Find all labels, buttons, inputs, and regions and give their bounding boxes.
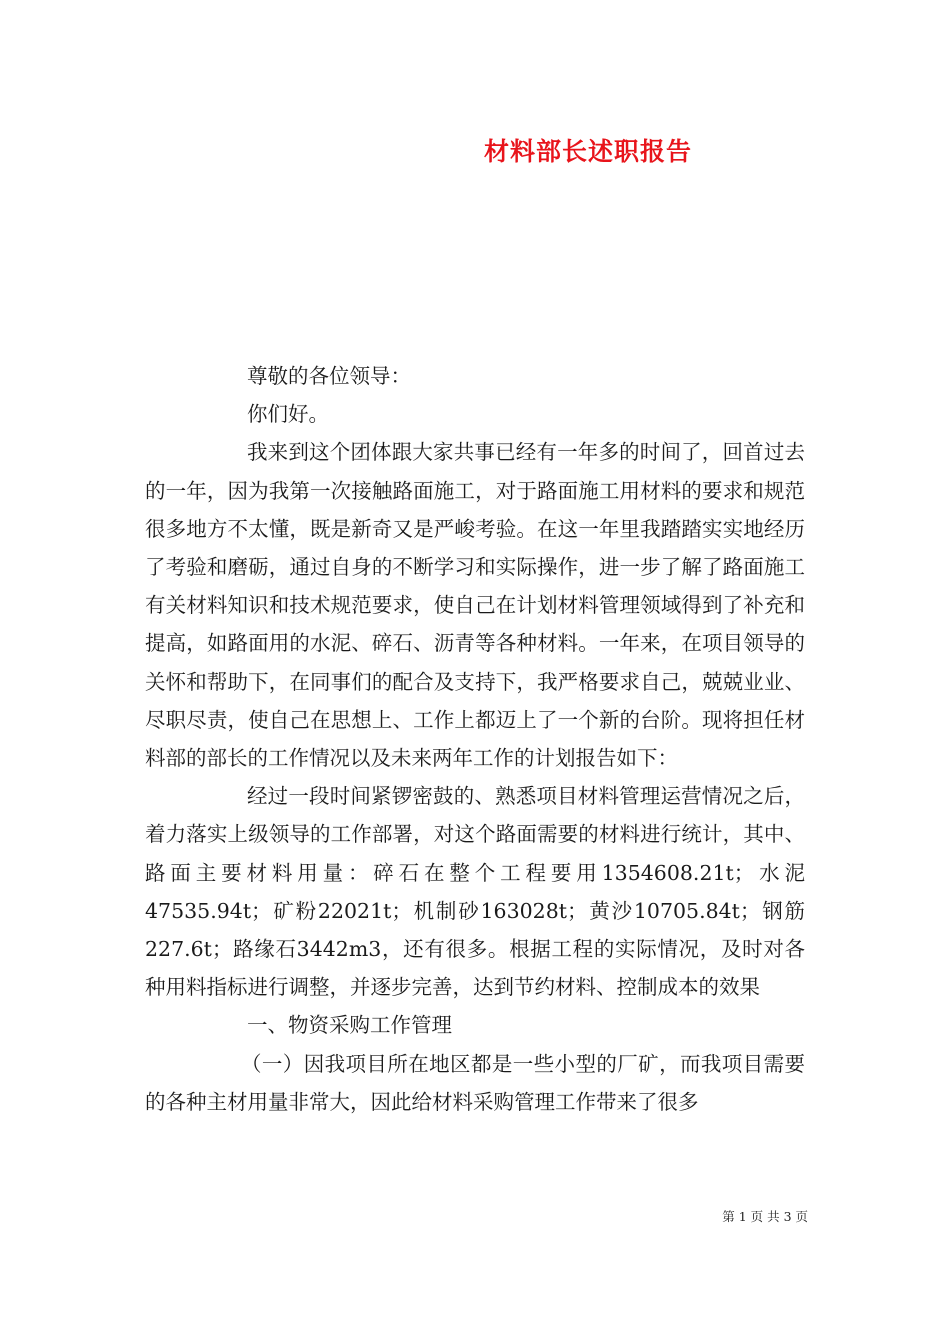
paragraph-procurement: （一）因我项目所在地区都是一些小型的厂矿，而我项目需要的各种主材用量非常大，因此给材料采购管理工作带来了很多 <box>145 1051 805 1114</box>
paragraph-intro: 我来到这个团体跟大家共事已经有一年多的时间了，回首过去的一年，因为我第一次接触路面施工，对于路面施工用材料的要求和规范很多地方不太懂，既是新奇又是严峻考验。在这一年里我踏踏实实地经历了考验和磨砺，通过自身的不断学习和实际操作，进一步了解了路面施工有关材料知识和技术规范要求，使自己在计划材料管理领域得到了补充和提高，如路面用的水泥、碎石、沥青等各种材料。一年来，在项目领导的关怀和帮助下，在同事们的配合及支持下，我严格要求自己，兢兢业业、尽职尽责，使自己在思想上、工作上都迈上了一个新的台阶。现将担任材料部的部长的工作情况以及未来两年工作的计划报告如下： <box>145 440 805 771</box>
salutation: 尊敬的各位领导： <box>247 364 411 388</box>
document-body <box>145 357 805 1121</box>
document-title: 材料部长述职报告 <box>483 137 692 166</box>
section-heading: 一、物资采购工作管理 <box>247 1013 452 1038</box>
paragraph-materials: 经过一段时间紧锣密鼓的、熟悉项目材料管理运营情况之后，着力落实上级领导的工作部署，对这个路面需要的材料进行统计，其中、路面主要材料用量：碎石在整个工程要用1354608.21t；水泥47535.94t；矿粉22021t；机制砂163028t；黄沙10705.84t；钢筋227.6t；路缘石3442m3，还有很多。根据工程的实际情况，及时对各种用料指标进行调整，并逐步完善，达到节约材料、控制成本的效果 <box>145 784 805 1000</box>
page-number-footer: 第 1 页 共 3 页 <box>722 1209 808 1224</box>
greeting: 你们好。 <box>247 402 329 427</box>
